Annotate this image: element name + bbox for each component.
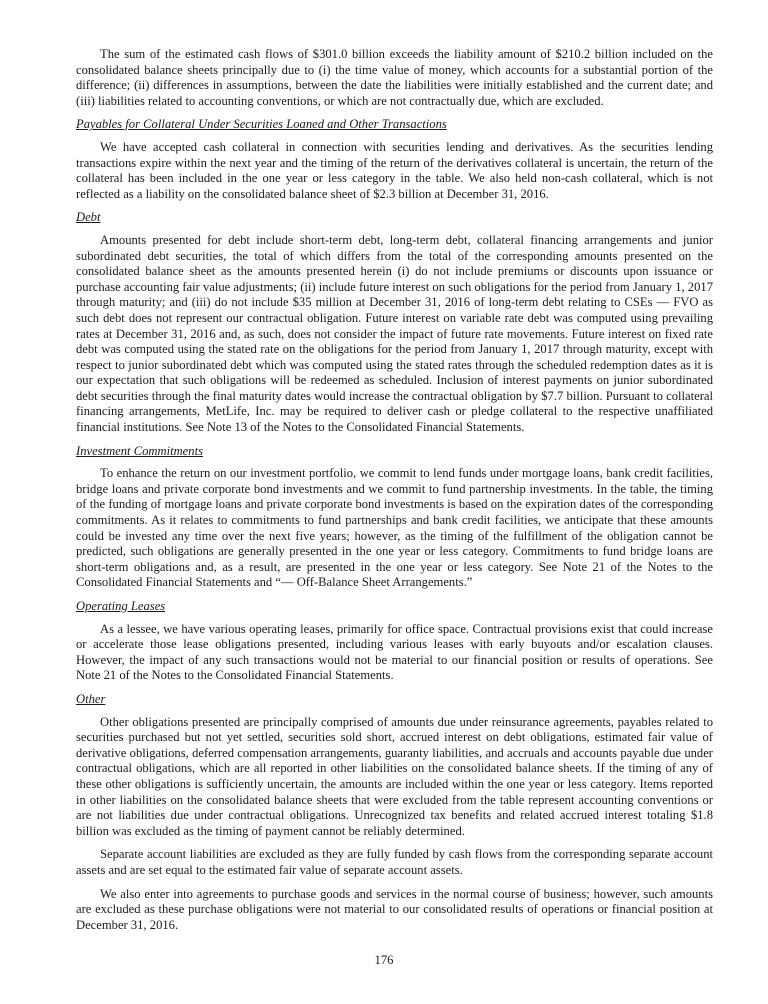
intro-paragraph: The sum of the estimated cash flows of $301.0 billion exceeds the liability amount of $210.2 billion included on the consolidated balance sheets principally due to (i) the time value of money, which accounts for a substantial portion of the difference; (ii) differences in assumptions, between the date the liabilities were initially established and the current date; and (iii) liabilities related to accounting conventions, or which are not contractually due, which are excluded.	[76, 47, 713, 108]
section-heading-investment-commitments: Investment Commitments	[76, 443, 203, 458]
document-page	[76, 47, 713, 941]
section-heading-payables-collateral: Payables for Collateral Under Securities Loaned and Other Transactions	[76, 117, 447, 132]
section-heading-debt: Debt	[76, 210, 101, 225]
other-paragraph-1: Other obligations presented are principally comprised of amounts due under reinsurance agreements, payables related to securities purchased but not yet settled, securities sold short, accrued interest on debt obligations, estimated fair value of derivative obligations, deferred compensation arrangements, guaranty liabilities, and accruals and accounts payable due under contractual obligations, which are all reported in other liabilities on the consolidated balance sheets. If the timing of any of these other obligations is sufficiently uncertain, the amounts are included within the one year or less category. Items reported in other liabilities on the consolidated balance sheets that were excluded from the table represent accounting conventions or are not liabilities due under contractual obligations. Unrecognized tax benefits and related accrued interest totaling $1.8 billion was excluded as the timing of payment cannot be reliably determined.	[76, 714, 713, 838]
operating-leases-paragraph: As a lessee, we have various operating leases, primarily for office space. Contractual provisions exist that could increase or accelerate those lease obligations presented, including various leases with early buyouts and/or escalation clauses. However, the impact of any such transactions would not be material to our financial position or results of operations. See Note 21 of the Notes to the Consolidated Financial Statements.	[76, 621, 713, 683]
section-heading-operating-leases: Operating Leases	[76, 599, 166, 613]
other-paragraph-2: Separate account liabilities are excluded as they are fully funded by cash flows from the corresponding separate account assets and are set equal to the estimated fair value of separate account assets.	[76, 847, 713, 877]
section-heading-other: Other	[76, 691, 106, 706]
page-number: 176	[374, 953, 394, 967]
other-paragraph-3: We also enter into agreements to purchase goods and services in the normal course of business; however, such amounts are excluded as these purchase obligations were not material to our consolidated results of operations or financial position at December 31, 2016.	[76, 886, 713, 932]
debt-paragraph: Amounts presented for debt include short-term debt, long-term debt, collateral financing arrangements and junior subordinated debt securities, the total of which differs from the total of the corresponding amounts presented on the consolidated balance sheet as the amounts presented herein (i) do not include premiums or discounts upon issuance or purchase accounting fair value adjustments; (ii) include future interest on such obligations for the period from January 1, 2017 through maturity; and (iii) do not include $35 million at December 31, 2016 of long-term debt relating to CSEs — FVO as such debt does not represent our contractual obligation. Future interest on variable rate debt was computed using prevailing rates at December 31, 2016 and, as such, does not consider the impact of future rate movements. Future interest on fixed rate debt was computed using the stated rate on the obligations for the period from January 1, 2017 through maturity, except with respect to junior subordinated debt which was computed using the stated rates through the scheduled redemption dates as it is our expectation that such obligations will be redeemed as scheduled. Inclusion of interest payments on junior subordinated debt securities through the final maturity dates would increase the contractual obligation by $7.7 billion. Pursuant to collateral financing arrangements, MetLife, Inc. may be required to deliver cash or pledge collateral to the respective unaffiliated financial institutions. See Note 13 of the Notes to the Consolidated Financial Statements.	[76, 232, 713, 435]
investment-commitments-paragraph: To enhance the return on our investment portfolio, we commit to lend funds under mortgage loans, bank credit facilities, bridge loans and private corporate bond investments and we commit to fund partnership investments. In the table, the timing of the funding of mortgage loans and private corporate bond investments is based on the expiration dates of the corresponding commitments. As it relates to commitments to fund partnerships and bank credit facilities, we anticipate that these amounts could be invested any time over the next five years; however, as the timing of the fulfillment of the obligation cannot be predicted, such obligations are generally presented in the one year or less category. Commitments to fund bridge loans are short-term obligations and, as a result, are presented in the one year or less category. See Note 21 of the Notes to the Consolidated Financial Statements and “— Off-Balance Sheet Arrangements.”	[76, 466, 713, 590]
payables-collateral-paragraph: We have accepted cash collateral in connection with securities lending and derivatives. As the securities lending transactions expire within the next year and the timing of the return of the derivatives collateral is uncertain, the return of the collateral has been included in the one year or less category in the table. We also held non-cash collateral, which is not reflected as a liability on the consolidated balance sheet of $2.3 billion at December 31, 2016.	[76, 139, 713, 201]
